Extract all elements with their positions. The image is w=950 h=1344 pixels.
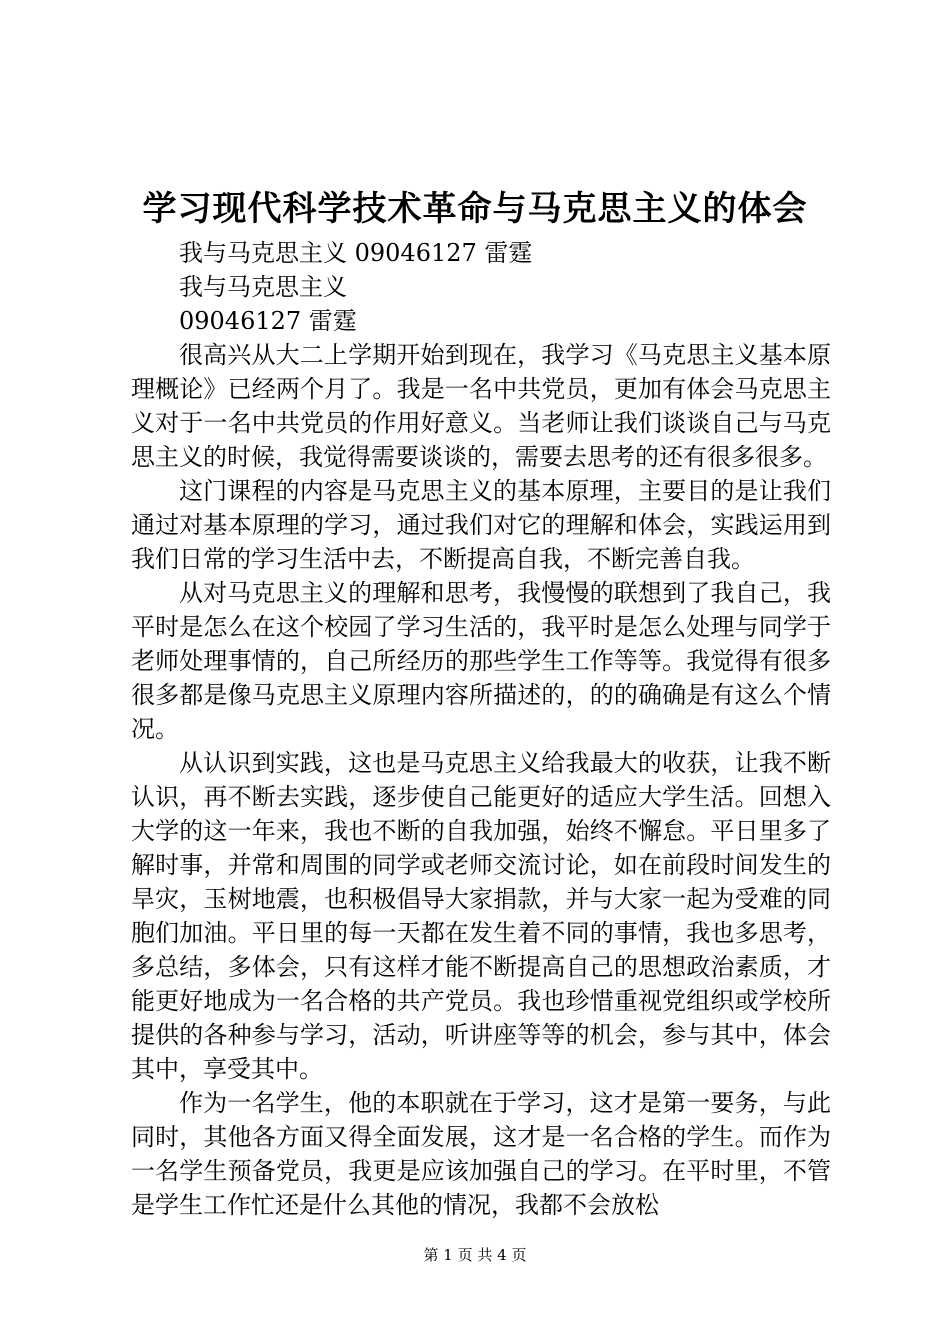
paragraph: 从对马克思主义的理解和思考，我慢慢的联想到了我自己，我平时是怎么在这个校园了学习生活的，我平时是怎么处理与同学于老师处理事情的，自己所经历的那些学生工作等等。我觉得有很多很多都是像马克思主义原理内容所描述的，的的确确是有这么个情况。 xyxy=(131,579,831,743)
document-body xyxy=(131,236,831,1222)
paragraph: 很高兴从大二上学期开始到现在，我学习《马克思主义基本原理概论》已经两个月了。我是一名中共党员，更加有体会马克思主义对于一名中共党员的作用好意义。当老师让我们谈谈自己与马克思主义的时候，我觉得需要谈谈的，需要去思考的还有很多很多。 xyxy=(131,341,831,471)
author-id-line: 09046127 雷霆 xyxy=(179,307,357,335)
paragraph: 从认识到实践，这也是马克思主义给我最大的收获，让我不断认识，再不断去实践，逐步使自己能更好的适应大学生活。回想入大学的这一年来，我也不断的自我加强，始终不懈怠。平日里多了解时事，并常和周围的同学或老师交流讨论，如在前段时间发生的旱灾，玉树地震，也积极倡导大家捐款，并与大家一起为受难的同胞们加油。平日里的每一天都在发生着不同的事情，我也多思考，多总结，多体会，只有这样才能不断提高自己的思想政治素质，才能更好地成为一名合格的共产党员。我也珍惜重视党组织或学校所提供的各种参与学习，活动，听讲座等等的机会，参与其中，体会其中，享受其中。 xyxy=(131,749,831,1083)
document-title: 学习现代科学技术革命与马克思主义的体会 xyxy=(142,189,808,229)
subtitle-line: 我与马克思主义 xyxy=(179,273,347,301)
author-line: 我与马克思主义 09046127 雷霆 xyxy=(179,239,533,267)
paragraph: 作为一名学生，他的本职就在于学习，这才是第一要务，与此同时，其他各方面又得全面发展，这才是一名合格的学生。而作为一名学生预备党员，我更是应该加强自己的学习。在平时里，不管是学生工作忙还是什么其他的情况，我都不会放松 xyxy=(131,1089,831,1219)
page-number-footer: 第 1 页 共 4 页 xyxy=(423,1246,527,1264)
paragraph: 这门课程的内容是马克思主义的基本原理，主要目的是让我们通过对基本原理的学习，通过我们对它的理解和体会，实践运用到我们日常的学习生活中去，不断提高自我，不断完善自我。 xyxy=(131,477,831,573)
